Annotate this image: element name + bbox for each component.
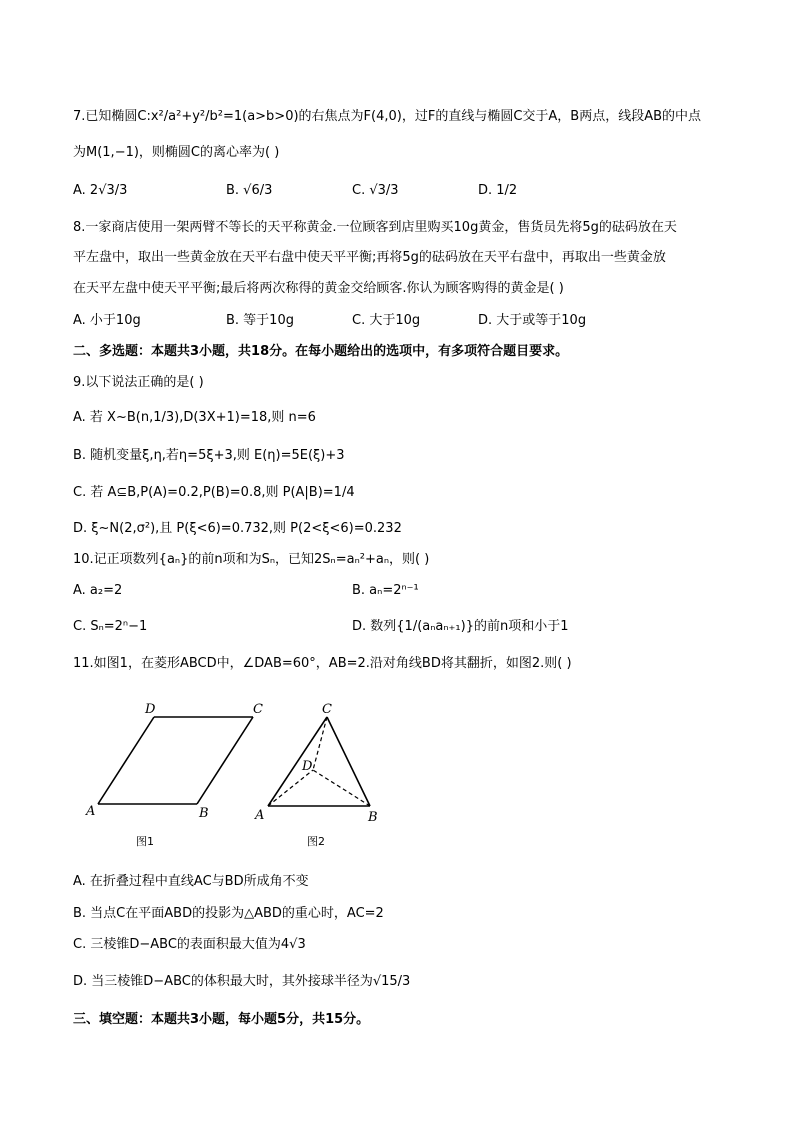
q7-stem-line1: 7.已知椭圆C:x²/a²+y²/b²=1(a>b>0)的右焦点为F(4,0)，过F的直线与椭圆C交于A，B两点，线段AB的中点 [73,109,702,124]
q8-stem-line2: 平左盘中，取出一些黄金放在天平右盘中使天平平衡;再将5g的砝码放在天平右盘中，再取出一些黄金放 [73,250,666,265]
edge-bc [327,717,370,806]
fig1-label-c: C [253,702,263,717]
q9-stem: 9.以下说法正确的是( ) [73,375,204,390]
fig1-label-d: D [145,702,156,717]
rhombus-side-bc [197,717,253,804]
figure-2-tetrahedron [268,717,370,806]
q11-stem: 11.如图1，在菱形ABCD中，∠DAB=60°，AB=2.沿对角线BD将其翻折，如图2.则( ) [73,656,572,671]
q8-option-a: A. 小于10g [73,313,141,328]
figure-1-caption: 图1 [136,835,154,848]
edge-ad-hidden [268,770,313,806]
q9-option-b: B. 随机变量ξ,η,若η=5ξ+3,则 E(η)=5E(ξ)+3 [73,448,345,463]
q7-option-a: A. 2√3/3 [73,183,128,198]
q11-option-d: D. 当三棱锥D−ABC的体积最大时，其外接球半径为√15/3 [73,974,411,989]
q8-option-d: D. 大于或等于10g [478,313,587,328]
edge-cd-hidden [313,717,327,770]
q8-stem-line1: 8.一家商店使用一架两臂不等长的天平称黄金.一位顾客到店里购买10g黄金，售货员先将5g的砝码放在天 [73,220,677,235]
fig2-label-b: B [368,810,378,825]
edge-ac [268,717,327,806]
fig2-label-d: D [302,759,313,774]
fig2-label-a: A [255,808,265,823]
q7-option-c: C. √3/3 [352,183,399,198]
section-2-heading: 二、多选题：本题共3小题，共18分。在每小题给出的选项中，有多项符合题目要求。 [73,344,569,359]
q7-stem-line2: 为M(1,−1)，则椭圆C的离心率为( ) [73,145,280,160]
fig1-label-b: B [199,806,209,821]
q10-option-d: D. 数列{1/(aₙaₙ₊₁)}的前n项和小于1 [352,619,569,634]
q11-option-b: B. 当点C在平面ABD的投影为△ABD的重心时，AC=2 [73,906,384,921]
q10-option-a: A. a₂=2 [73,583,123,598]
q11-option-a: A. 在折叠过程中直线AC与BD所成角不变 [73,874,309,889]
figure-1-rhombus [98,717,253,804]
fig2-label-c: C [322,702,332,717]
q11-figures [0,695,794,875]
fig1-label-a: A [86,804,96,819]
q7-option-b: B. √6/3 [226,183,273,198]
q7-option-d: D. 1/2 [478,183,518,198]
q8-option-b: B. 等于10g [226,313,294,328]
q10-stem: 10.记正项数列{aₙ}的前n项和为Sₙ，已知2Sₙ=aₙ²+aₙ，则( ) [73,552,430,567]
q11-option-c: C. 三棱锥D−ABC的表面积最大值为4√3 [73,937,306,952]
q10-option-c: C. Sₙ=2ⁿ−1 [73,619,148,634]
q9-option-c: C. 若 A⊆B,P(A)=0.2,P(B)=0.8,则 P(A|B)=1/4 [73,485,355,500]
q9-option-a: A. 若 X~B(n,1/3),D(3X+1)=18,则 n=6 [73,410,316,425]
q8-option-c: C. 大于10g [352,313,421,328]
section-3-heading: 三、填空题：本题共3小题，每小题5分，共15分。 [73,1012,370,1027]
q8-stem-line3: 在天平左盘中使天平平衡;最后将两次称得的黄金交给顾客.你认为顾客购得的黄金是( ) [73,281,564,296]
q10-option-b: B. aₙ=2ⁿ⁻¹ [352,583,419,598]
rhombus-side-da [98,717,154,804]
q9-option-d: D. ξ~N(2,σ²),且 P(ξ<6)=0.732,则 P(2<ξ<6)=0.232 [73,521,402,536]
figure-2-caption: 图2 [307,835,325,848]
